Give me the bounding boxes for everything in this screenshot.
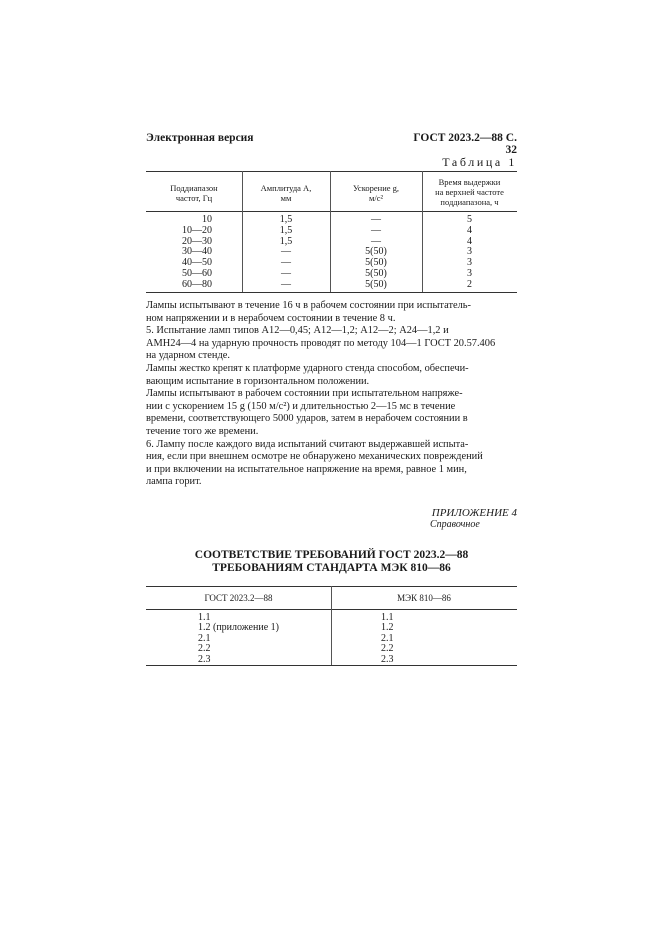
table1-col-header: Ускорение g, м/с² xyxy=(352,183,400,203)
table2-col-header: МЭК 810—86 xyxy=(397,593,451,603)
table1-cell: — xyxy=(371,214,381,225)
body-text xyxy=(146,300,517,489)
table1-cell: 4 xyxy=(467,235,472,247)
table1-bottom-rule xyxy=(146,292,517,293)
appendix-sub: Справочное xyxy=(430,519,480,530)
table1-header-rule xyxy=(146,211,517,212)
table1-cell: 2 xyxy=(467,278,472,290)
table2-cell: 2.1 xyxy=(198,632,211,644)
table1-cell: 40—50 xyxy=(182,257,212,269)
table1-cell: 3 xyxy=(467,257,472,269)
table1-cell: 5(50) xyxy=(365,268,387,279)
paragraph: Лампы испытывают в течение 16 ч в рабочем состоянии при испытатель- ном напряжении и в нерабочем состоянии в течение 8 ч. xyxy=(146,300,471,324)
table1-cell: — xyxy=(281,268,291,279)
appendix-title-line2: ТРЕБОВАНИЯМ СТАНДАРТА МЭК 810—86 xyxy=(212,562,451,574)
paragraph: 6. Лампу после каждого вида испытаний считают выдержавшей испыта- ния, если при внешнем осмотре не обнаружено механических повреждений и при включении на испытательное напряжение на время, равное 1 мин, лампа горит. xyxy=(146,438,483,488)
table1-cell: 1,5 xyxy=(279,214,293,225)
paragraph: 5. Испытание ламп типов А12—0,45; А12—1,2; А12—2; А24—1,2 и АМН24—4 на ударную прочность проводят по методу 104—1 ГОСТ 20.57.406 на ударном стенде. xyxy=(146,325,496,362)
table1-caption: Таблица 1 xyxy=(442,155,517,169)
table1-cell: 60—80 xyxy=(182,278,212,290)
table1-cell: 20—30 xyxy=(182,235,212,247)
table1-top-rule xyxy=(146,171,517,172)
table1-cell: — xyxy=(281,278,291,290)
table2-cell: 1.2 xyxy=(381,622,394,634)
table2-cell: 2.2 xyxy=(198,643,211,655)
paragraph: Лампы жестко крепят к платформе ударного стенда способом, обеспечи- вающим испытание в горизонтальном положении. xyxy=(146,362,469,387)
header-left: Электронная версия xyxy=(146,132,254,144)
table1-cell: — xyxy=(371,235,381,247)
table1-cell: 3 xyxy=(467,268,472,279)
table1-cell: 5(50) xyxy=(365,246,387,258)
table1-col-header: Время выдержки на верхней частоте поддиапазона, ч xyxy=(435,177,504,207)
table2-cell: 1.1 xyxy=(198,612,211,623)
appendix-label: ПРИЛОЖЕНИЕ 4 xyxy=(431,507,517,519)
header-right: ГОСТ 2023.2—88 С. 32 xyxy=(413,132,517,156)
table2-cell: 1.1 xyxy=(381,612,394,623)
table1-cell: 5(50) xyxy=(365,257,387,269)
table2-cell: 2.3 xyxy=(198,653,211,665)
table1-cell: — xyxy=(281,246,291,258)
table2-cell: 2.2 xyxy=(381,643,394,655)
table1-cell: 1,5 xyxy=(279,235,293,247)
table1-cell: 10—20 xyxy=(182,224,212,236)
paragraph: Лампы испытывают в рабочем состоянии при испытательном напряже- нии с ускорением 15 g (150 м/с²) и длительностью 2—15 мс в течение времени, соответствующего 5000 ударов, затем в нерабочем состоянии в течение того же времени. xyxy=(146,388,468,437)
table1-cell: — xyxy=(281,257,291,269)
table2-cell: 2.1 xyxy=(381,632,394,644)
table2-cell: 2.3 xyxy=(381,653,394,665)
table1-cell: 1,5 xyxy=(279,224,293,236)
table1-cell: 10 xyxy=(202,214,212,225)
table1-cell: 5(50) xyxy=(365,278,387,290)
table1-col-header: Амплитуда А, мм xyxy=(260,183,312,203)
table1-cell: 4 xyxy=(467,224,472,236)
table1-cell: 5 xyxy=(467,214,472,225)
table2-cell: 1.2 (приложение 1) xyxy=(198,622,279,634)
table1-cell: 30—40 xyxy=(182,246,212,258)
table1-col-header: Поддиапазон частот, Гц xyxy=(170,183,218,203)
table2-col-header: ГОСТ 2023.2—88 xyxy=(204,593,273,603)
table1-cell: 3 xyxy=(467,246,472,258)
table1-cell: 50—60 xyxy=(182,268,212,279)
table1-cell: — xyxy=(371,224,381,236)
appendix-title-line1: СООТВЕТСТВИЕ ТРЕБОВАНИЙ ГОСТ 2023.2—88 xyxy=(194,549,469,561)
